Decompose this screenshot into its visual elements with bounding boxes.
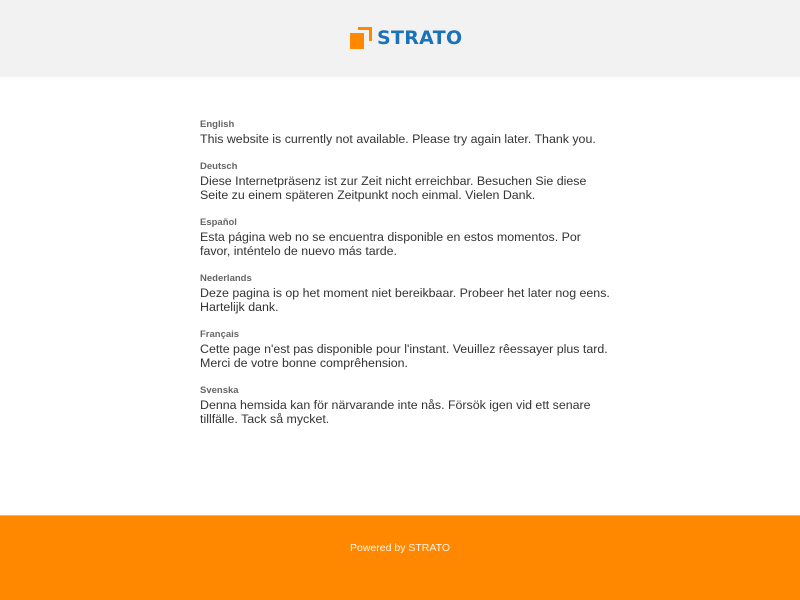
message-block-english (200, 119, 610, 146)
message-line: Merci de votre bonne comprêhension. (200, 356, 409, 370)
message-line: favor, inténtelo de nuevo más tarde. (200, 244, 397, 258)
language-label: Español (200, 217, 237, 228)
strato-logo-text: STRATO (377, 27, 463, 49)
language-label: Svenska (200, 385, 239, 396)
message-line: Esta página web no se encuentra disponible en estos momentos. Por (200, 230, 581, 244)
powered-by-link[interactable]: Powered by STRATO (350, 542, 450, 554)
message-block-deutsch (200, 161, 610, 202)
language-label: Français (200, 329, 240, 340)
message-text (200, 132, 610, 146)
header-bar (0, 0, 800, 77)
message-line: Denna hemsida kan för närvarande inte nås. Försök igen vid ett senare (200, 398, 591, 412)
message-block-francais (200, 329, 610, 370)
footer-bar (0, 515, 800, 600)
message-line: Hartelijk dank. (200, 300, 279, 314)
message-list (200, 119, 610, 441)
language-label: English (200, 119, 235, 130)
strato-logo-icon (350, 27, 372, 49)
language-label: Deutsch (200, 161, 238, 172)
message-line: Diese Internetpräsenz ist zur Zeit nicht erreichbar. Besuchen Sie diese (200, 174, 587, 188)
message-text (200, 286, 610, 314)
language-label: Nederlands (200, 273, 252, 284)
message-block-svenska (200, 385, 610, 426)
message-line: Seite zu einem späteren Zeitpunkt noch einmal. Vielen Dank. (200, 188, 536, 202)
message-block-espanol (200, 217, 610, 258)
message-line: Cette page n'est pas disponible pour l'instant. Veuillez rêessayer plus tard. (200, 342, 608, 356)
strato-logo[interactable] (350, 26, 462, 50)
message-text (200, 174, 610, 202)
message-text (200, 342, 610, 370)
message-text (200, 398, 610, 426)
message-text (200, 230, 610, 258)
message-block-nederlands (200, 273, 610, 314)
message-line: This website is currently not available. Please try again later. Thank you. (200, 132, 596, 146)
message-line: Deze pagina is op het moment niet bereikbaar. Probeer het later nog eens. (200, 286, 610, 300)
message-line: tillfälle. Tack så mycket. (200, 412, 330, 426)
